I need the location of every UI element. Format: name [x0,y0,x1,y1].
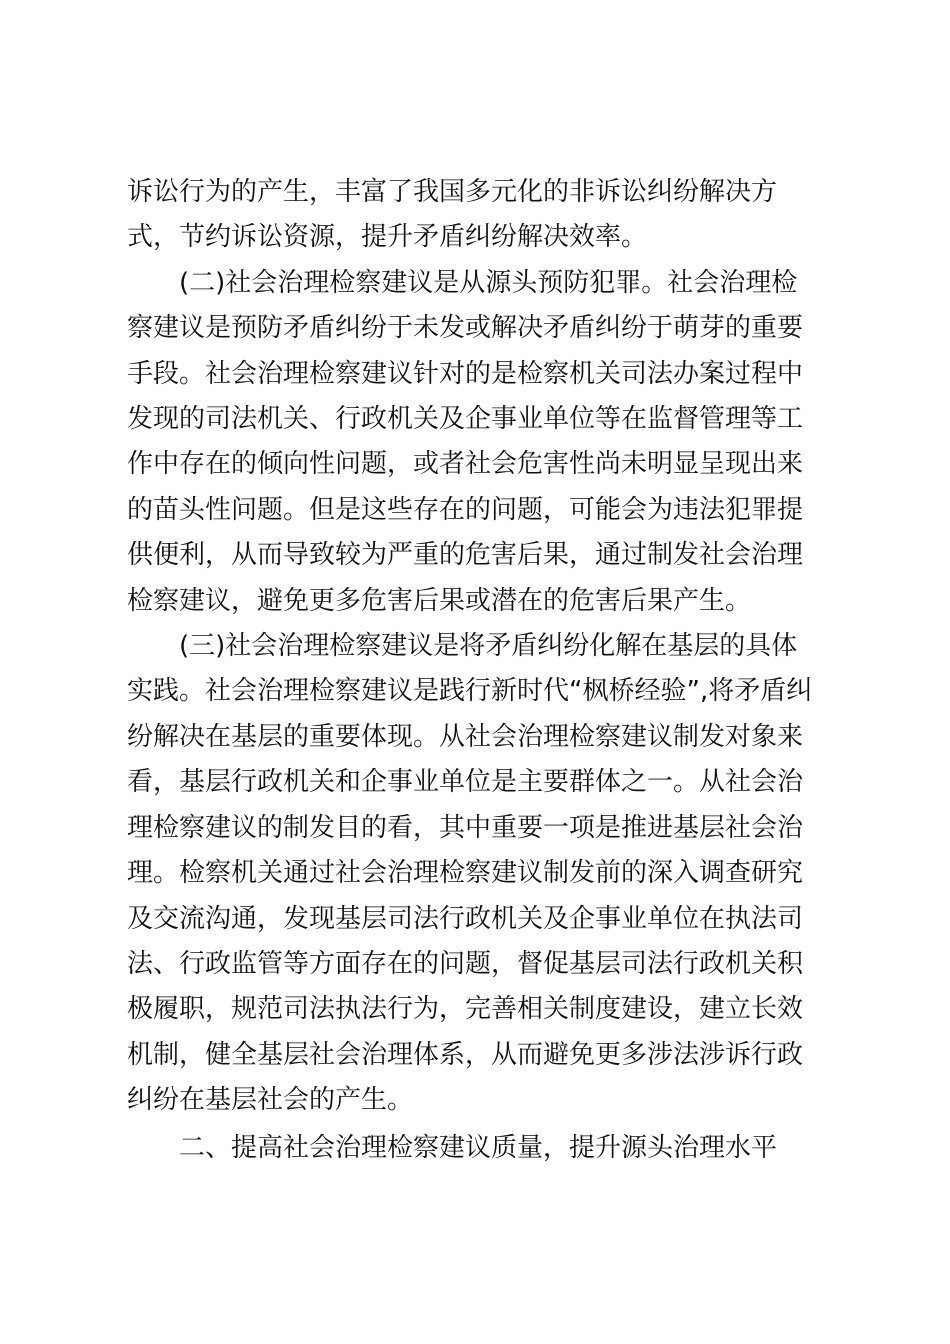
paragraph-continuation: 诉讼行为的产生，丰富了我国多元化的非诉讼纠纷解决方式，节约诉讼资源，提升矛盾纠纷解决效率。 [127,177,778,253]
document-body [127,170,821,1171]
section-heading: 二、提高社会治理检察建议质量，提升源头治理水平 [179,1132,778,1163]
paragraph-point-3: (三)社会治理检察建议是将矛盾纠纷化解在基层的具体实践。社会治理检察建议是践行新时代“枫桥经验”,将矛盾纠纷解决在基层的重要体现。从社会治理检察建议制发对象来看，基层行政机关和企事业单位是主要群体之一。从社会治理检察建议的制发目的看，其中重要一项是推进基层社会治理。检察机关通过社会治理检察建议制发前的深入调查研究及交流沟通，发现基层司法行政机关及企事业单位在执法司法、行政监管等方面存在的问题，督促基层司法行政机关积极履职，规范司法执法行为，完善相关制度建设，建立长效机制，健全基层社会治理体系，从而避免更多涉法涉诉行政纠纷在基层社会的产生。 [127,631,813,1116]
paragraph-point-2: (二)社会治理检察建议是从源头预防犯罪。社会治理检察建议是预防矛盾纠纷于未发或解决矛盾纠纷于萌芽的重要手段。社会治理检察建议针对的是检察机关司法办案过程中发现的司法机关、行政机关及企事业单位等在监督管理等工作中存在的倾向性问题，或者社会危害性尚未明显呈现出来的苗头性问题。但是这些存在的问题，可能会为违法犯罪提供便利，从而导致较为严重的危害后果，通过制发社会治理检察建议，避免更多危害后果或潜在的危害后果产生。 [127,267,804,616]
